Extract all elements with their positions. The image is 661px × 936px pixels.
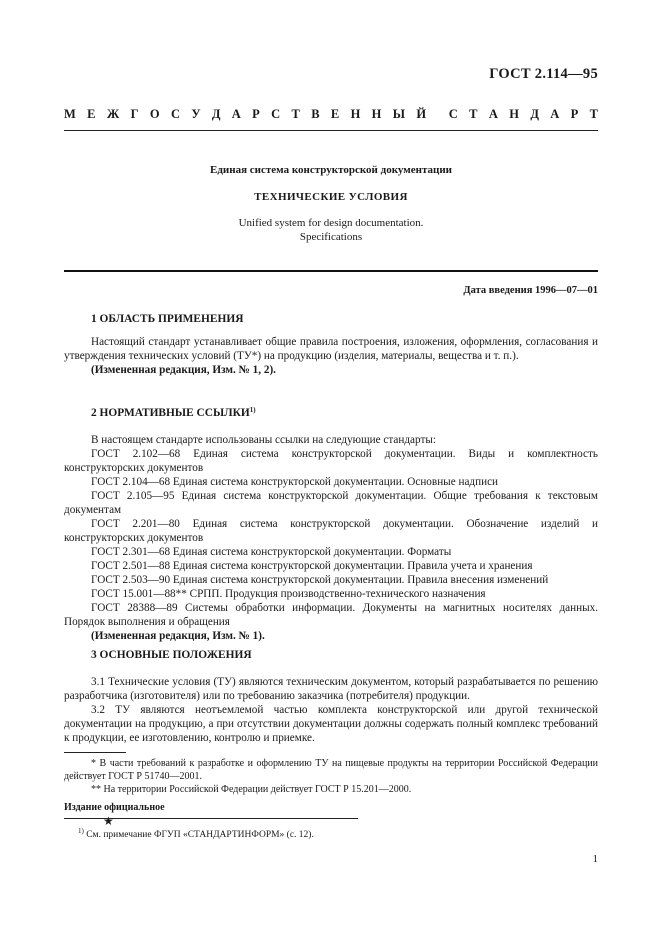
banner-letter: А xyxy=(488,107,498,121)
banner-letter: Е xyxy=(330,107,340,121)
reference-item: ГОСТ 2.104—68 Единая система конструкторской документации. Основные надписи xyxy=(91,476,499,488)
reference-item: ГОСТ 2.105—95 Единая система конструкторской документации. Общие требования к текстовым документам xyxy=(64,490,598,516)
header-divider xyxy=(64,130,598,131)
reference-item: ГОСТ 2.201—80 Единая система конструкторской документации. Обозначение изделий и конструкторских документов xyxy=(64,518,598,544)
edition-note: (Измененная редакция, Изм. № 1). xyxy=(91,630,265,642)
paragraph: 3.2 ТУ являются неотъемлемой частью комплекта конструкторской или другой технической документации на продукцию, а при отсутствии документации должны содержать полный комплекс требований к продукции, ее изготовлению, контролю и приемке. xyxy=(64,704,598,744)
reference-item: ГОСТ 2.102—68 Единая система конструкторской документации. Виды и комплектность конструкторских документов xyxy=(64,448,598,474)
banner-letter: С xyxy=(448,107,458,121)
reference-item: ГОСТ 2.503—90 Единая система конструкторской документации. Правила внесения изменений xyxy=(91,574,549,586)
main-title: ТЕХНИЧЕСКИЕ УСЛОВИЯ xyxy=(254,191,408,203)
banner-letter: Д xyxy=(211,107,221,121)
banner-letter: А xyxy=(550,107,560,121)
paragraph: В настоящем стандарте использованы ссылки на следующие стандарты: xyxy=(91,434,436,446)
banner-letter: Г xyxy=(130,107,139,121)
section-heading xyxy=(64,406,598,420)
reference-item: ГОСТ 2.301—68 Единая система конструкторской документации. Форматы xyxy=(91,546,452,558)
footnotes xyxy=(64,757,598,796)
banner-letter: У xyxy=(191,107,201,121)
star-icon: ★ xyxy=(103,814,114,828)
banner-letter: Н xyxy=(350,107,361,121)
banner-letter: М xyxy=(64,107,76,121)
banner-letter: В xyxy=(311,107,320,121)
banner-letter: Р xyxy=(570,107,579,121)
official-edition-divider xyxy=(64,818,358,819)
footnote: ** На территории Российской Федерации действует ГОСТ Р 15.201—2000. xyxy=(91,784,412,795)
banner-letter: О xyxy=(149,107,160,121)
paragraph: Настоящий стандарт устанавливает общие правила построения, изложения, оформления, согласования и утверждения технических условий (ТУ*) на продукцию (изделия, материалы, вещества и т. п.). xyxy=(64,336,598,362)
footnote-mark: 1) xyxy=(78,827,84,835)
banner-letter: Т xyxy=(469,107,478,121)
english-title-line: Specifications xyxy=(299,231,363,243)
publisher-footnote-text: См. примечание ФГУП «СТАНДАРТИНФОРМ» (с. 12). xyxy=(86,830,314,840)
footnote-divider xyxy=(64,752,126,753)
banner-letter: С xyxy=(170,107,180,121)
english-title xyxy=(64,216,598,244)
publisher-footnote xyxy=(78,827,314,840)
official-edition-label: Издание официальное xyxy=(64,802,165,813)
reference-item: ГОСТ 28388—89 Системы обработки информации. Документы на магнитных носителях данных. Порядок выполнения и обращения xyxy=(64,602,598,628)
english-title-line: Unified system for design documentation. xyxy=(238,217,424,229)
section-heading: 1 ОБЛАСТЬ ПРИМЕНЕНИЯ xyxy=(91,313,244,325)
paragraph: 3.1 Технические условия (ТУ) являются техническим документом, который разрабатывается по решению разработчика (изготовителя) или по требованию заказчика (потребителя) продукции. xyxy=(64,676,598,702)
banner-letter: С xyxy=(271,107,281,121)
interstate-standard-banner xyxy=(64,107,598,122)
document-code: ГОСТ 2.114—95 xyxy=(489,66,598,82)
system-title: Единая система конструкторской документации xyxy=(210,164,452,176)
banner-letter: Д xyxy=(530,107,539,121)
section-heading: 3 ОСНОВНЫЕ ПОЛОЖЕНИЯ xyxy=(91,649,252,661)
section-scope xyxy=(64,312,598,377)
section-references xyxy=(64,406,598,643)
banner-letter: Ы xyxy=(392,107,406,121)
banner-letter: Ж xyxy=(106,107,120,121)
title-divider xyxy=(64,270,598,272)
reference-item: ГОСТ 2.501—88 Единая система конструкторской документации. Правила учета и хранения xyxy=(91,560,533,572)
edition-note: (Измененная редакция, Изм. № 1, 2). xyxy=(91,364,276,376)
page-number: 1 xyxy=(592,853,598,865)
banner-letter: Н xyxy=(509,107,519,121)
banner-letter: А xyxy=(231,107,241,121)
footnote-mark: 1) xyxy=(249,406,256,414)
banner-letter: Й xyxy=(416,107,427,121)
section-heading-text: 2 НОРМАТИВНЫЕ ССЫЛКИ xyxy=(91,407,250,419)
banner-letter: Т xyxy=(291,107,300,121)
banner-letter: Т xyxy=(589,107,598,121)
section-basics xyxy=(64,648,598,745)
introduction-date: Дата введения 1996—07—01 xyxy=(463,285,598,296)
banner-letter: Е xyxy=(87,107,96,121)
reference-item: ГОСТ 15.001—88** СРПП. Продукция производственно-технического назначения xyxy=(91,588,486,600)
footnote: * В части требований к разработке и оформлению ТУ на пищевые продукты на территории Российской Федерации действует ГОСТ Р 51740—2001. xyxy=(64,758,598,782)
banner-letter: Р xyxy=(252,107,260,121)
banner-letter: Н xyxy=(371,107,382,121)
